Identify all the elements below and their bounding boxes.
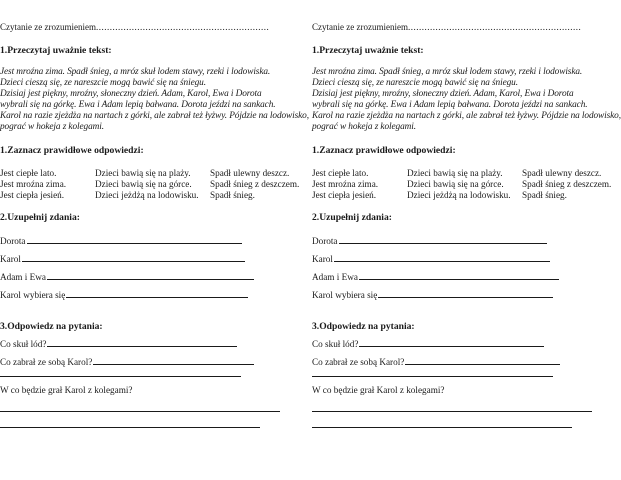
story-line: wybrali się na górkę. Ewa i Adam lepią bałwana. Dorota jeździ na sankach.	[0, 100, 276, 110]
task2-heading: 1.Zaznacz prawidłowe odpowiedzi:	[312, 145, 456, 156]
answer-line[interactable]	[0, 376, 241, 377]
worksheet-left-copy	[0, 0, 309, 480]
answer-option[interactable]: Spadł ulewny deszcz.	[210, 168, 290, 178]
fill-in-sentence[interactable]: Adam i Ewa	[0, 271, 254, 283]
question-with-answer-line[interactable]: Co zabrał ze sobą Karol?	[312, 356, 560, 368]
question: W co będzie grał Karol z kolegami?	[312, 385, 445, 395]
answer-line[interactable]	[0, 427, 260, 428]
answer-option[interactable]: Jest mroźna zima.	[0, 179, 67, 189]
answer-option[interactable]: Spadł śnieg.	[522, 190, 567, 200]
story-line: Karol na razie zjeżdża na nartach z górki, ale zabrał też łyżwy. Pójdzie na lodowisko,	[312, 111, 621, 121]
answer-line[interactable]	[312, 376, 553, 377]
fill-in-sentence[interactable]: Dorota	[312, 235, 547, 247]
answer-option[interactable]: Dzieci bawią się na plaży.	[407, 168, 503, 178]
answer-option[interactable]: Jest mroźna zima.	[312, 179, 379, 189]
task1-heading: 1.Przeczytaj uważnie tekst:	[312, 45, 424, 56]
answer-line[interactable]	[312, 411, 592, 412]
story-line: Dzieci cieszą się, ze nareszcie mogą bawić się na śniegu.	[0, 78, 206, 88]
answer-option[interactable]: Dzieci jeżdżą na lodowisku.	[95, 190, 199, 200]
answer-option[interactable]: Jest ciepłe lato.	[0, 168, 57, 178]
answer-option[interactable]: Dzieci bawią się na plaży.	[95, 168, 191, 178]
story-line: pograć w hokeja z kolegami.	[0, 122, 104, 132]
story-line: Jest mroźna zima. Spadł śnieg, a mróz skuł lodem stawy, rzeki i lodowiska.	[312, 67, 583, 77]
task4-heading: 3.Odpowiedz na pytania:	[0, 321, 103, 332]
task3-heading: 2.Uzupełnij zdania:	[312, 212, 392, 223]
worksheet-title: Czytanie ze zrozumieniem...............................................................	[312, 22, 582, 32]
story-line: Jest mroźna zima. Spadł śnieg, a mróz skuł lodem stawy, rzeki i lodowiska.	[0, 67, 271, 77]
story-line: pograć w hokeja z kolegami.	[312, 122, 416, 132]
worksheet-right-copy	[300, 0, 621, 480]
question: W co będzie grał Karol z kolegami?	[0, 385, 133, 395]
answer-option[interactable]: Jest ciepła jesień.	[0, 190, 65, 200]
question-with-answer-line[interactable]: Co skuł lód?	[312, 338, 544, 350]
answer-option[interactable]: Jest ciepłe lato.	[312, 168, 369, 178]
fill-in-sentence[interactable]: Karol wybiera się	[0, 289, 248, 301]
answer-line[interactable]	[312, 427, 572, 428]
answer-option[interactable]: Spadł śnieg z deszczem.	[522, 179, 612, 189]
answer-option[interactable]: Dzieci bawią się na górce.	[95, 179, 192, 189]
story-line: Dzisiaj jest piękny, mroźny, słoneczny dzień. Adam, Karol, Ewa i Dorota	[0, 89, 262, 99]
fill-in-sentence[interactable]: Karol	[0, 253, 245, 265]
fill-in-sentence[interactable]: Dorota	[0, 235, 242, 247]
task2-heading: 1.Zaznacz prawidłowe odpowiedzi:	[0, 145, 144, 156]
story-line: Dzieci cieszą się, ze nareszcie mogą bawić się na śniegu.	[312, 78, 518, 88]
answer-option[interactable]: Spadł śnieg.	[210, 190, 255, 200]
answer-option[interactable]: Spadł ulewny deszcz.	[522, 168, 602, 178]
task3-heading: 2.Uzupełnij zdania:	[0, 212, 80, 223]
fill-in-sentence[interactable]: Karol	[312, 253, 550, 265]
fill-in-sentence[interactable]: Karol wybiera się	[312, 289, 553, 301]
answer-option[interactable]: Spadł śnieg z deszczem.	[210, 179, 300, 189]
worksheet-title: Czytanie ze zrozumieniem...............................................................	[0, 22, 270, 32]
question-with-answer-line[interactable]: Co skuł lód?	[0, 338, 237, 350]
answer-option[interactable]: Dzieci bawią się na górce.	[407, 179, 504, 189]
answer-line[interactable]	[0, 411, 280, 412]
answer-option[interactable]: Jest ciepła jesień.	[312, 190, 377, 200]
story-line: Dzisiaj jest piękny, mroźny, słoneczny dzień. Adam, Karol, Ewa i Dorota	[312, 89, 574, 99]
fill-in-sentence[interactable]: Adam i Ewa	[312, 271, 559, 283]
answer-option[interactable]: Dzieci jeżdżą na lodowisku.	[407, 190, 511, 200]
task4-heading: 3.Odpowiedz na pytania:	[312, 321, 415, 332]
story-line: Karol na razie zjeżdża na nartach z górki, ale zabrał też łyżwy. Pójdzie na lodowisko,	[0, 111, 309, 121]
task1-heading: 1.Przeczytaj uważnie tekst:	[0, 45, 112, 56]
question-with-answer-line[interactable]: Co zabrał ze sobą Karol?	[0, 356, 254, 368]
story-line: wybrali się na górkę. Ewa i Adam lepią bałwana. Dorota jeździ na sankach.	[312, 100, 588, 110]
